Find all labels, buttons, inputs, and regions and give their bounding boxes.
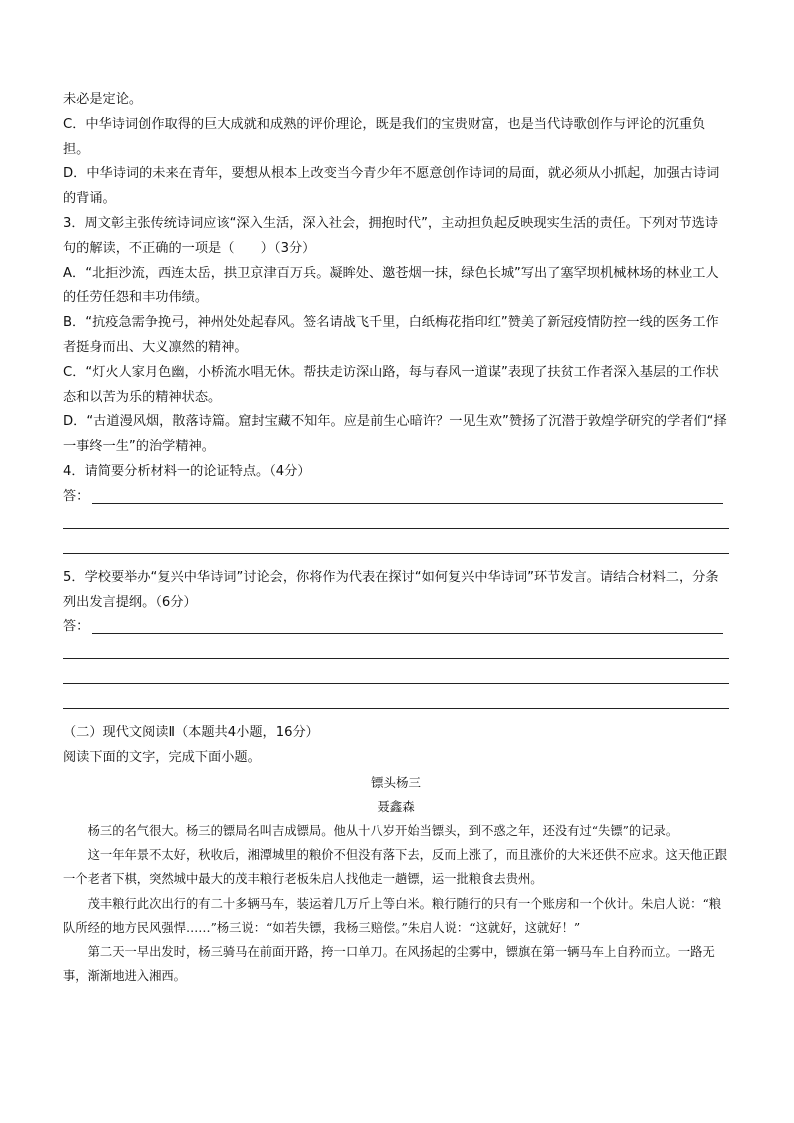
question-4: 4．请简要分析材料一的论证特点。（4分） (63, 463, 311, 479)
question-3-option-d: D．“古道漫风烟，散落诗篇。窟封宝藏不知年。应是前生心暗许？一见生欢”赞扬了沉潜于敦煌学研究的学者们“择一事终一生”的治学精神。 (63, 414, 727, 455)
q5-blank-line-3[interactable] (63, 690, 729, 715)
answer-label: 答： (63, 619, 90, 635)
question-3-option-b: B．“抗疫急需争挽弓，神州处处起春风。签名请战飞千里，白纸梅花指印红”赞美了新冠疫情防控一线的医务工作者挺身而出、大义凛然的精神。 (63, 315, 719, 355)
story-paragraph-3: 茂丰粮行此次出行的有二十多辆马车，装运着几万斤上等白米。粮行随行的只有一个账房和一个伙计。朱启人说：“粮队所经的地方民风强悍……”杨三说：“如若失镖，我杨三赔偿。”朱启人说：“这就好，这就好！” (63, 896, 722, 935)
story-title: 镖头杨三 (370, 774, 421, 790)
q5-blank-line-2[interactable] (63, 665, 729, 690)
question-3: 3．周文彰主张传统诗词应该“深入生活，深入社会，拥抱时代”，主动担负起反映现实生活的责任。下列对节选诗句的解读，不正确的一项是（ ）（3分） (63, 215, 719, 256)
option-d-prev: D．中华诗词的未来在青年，要想从根本上改变当今青少年不愿意创作诗词的局面，就必须从小抓起，加强古诗词的背诵。 (63, 166, 720, 207)
exam-page (63, 88, 729, 988)
answer-rule (92, 503, 723, 504)
question-5: 5．学校要举办“复兴中华诗词”讨论会，你将作为代表在探讨“如何复兴中华诗词”环节发言。请结合材料二，分条列出发言提纲。（6分） (63, 569, 719, 610)
question-3-option-c: C．“灯火人家月色幽，小桥流水唱无休。帮扶走访深山路，每与春风一道谋”表现了扶贫工作者深入基层的工作状态和以苦为乐的精神状态。 (63, 364, 719, 405)
reading-instruction: 阅读下面的文字，完成下面小题。 (63, 750, 261, 766)
answer-rule (92, 633, 723, 634)
text-line-l1: 未必是定论。 (63, 92, 143, 107)
answer-label: 答： (63, 488, 90, 504)
q5-blank-line-1[interactable] (63, 640, 729, 665)
story-paragraph-4: 第二天一早出发时，杨三骑马在前面开路，挎一口单刀。在风扬起的尘雾中，镖旗在第一辆马车上自矜而立。一路无事，渐渐地进入湘西。 (63, 944, 715, 984)
section-heading: （二）现代文阅读Ⅱ（本题共4小题，16分） (63, 725, 319, 741)
q4-answer-line[interactable] (63, 485, 729, 510)
q4-blank-line-2[interactable] (63, 535, 729, 560)
question-3-option-a: A．“北拒沙流，西连太岳，拱卫京津百万兵。凝眸处、邀苍烟一抹，绿色长城”写出了塞罕坝机械林场的林业工人的任劳任怨和丰功伟绩。 (63, 265, 719, 306)
blank-rule (63, 528, 729, 529)
q4-blank-line-1[interactable] (63, 510, 729, 535)
story-paragraph-1: 杨三的名气很大。杨三的镖局名叫吉成镖局。他从十八岁开始当镖头，到不惑之年，还没有过“失镖”的记录。 (87, 823, 679, 838)
story-paragraph-2: 这一年年景不太好，秋收后，湘潭城里的粮价不但没有落下去，反而上涨了，而且涨价的大米还供不应求。这天他正跟一个老者下棋，突然城中最大的茂丰粮行老板朱启人找他走一趟镖，运一批粮食去贵州。 (63, 848, 728, 887)
blank-rule (63, 658, 729, 659)
blank-rule (63, 683, 729, 684)
blank-rule (63, 553, 729, 554)
story-author: 聂鑫森 (377, 798, 415, 814)
blank-rule (63, 708, 729, 709)
option-c-prev: C．中华诗词创作取得的巨大成就和成熟的评价理论，既是我们的宝贵财富，也是当代诗歌创作与评论的沉重负担。 (63, 116, 706, 157)
q5-answer-line[interactable] (63, 615, 729, 640)
